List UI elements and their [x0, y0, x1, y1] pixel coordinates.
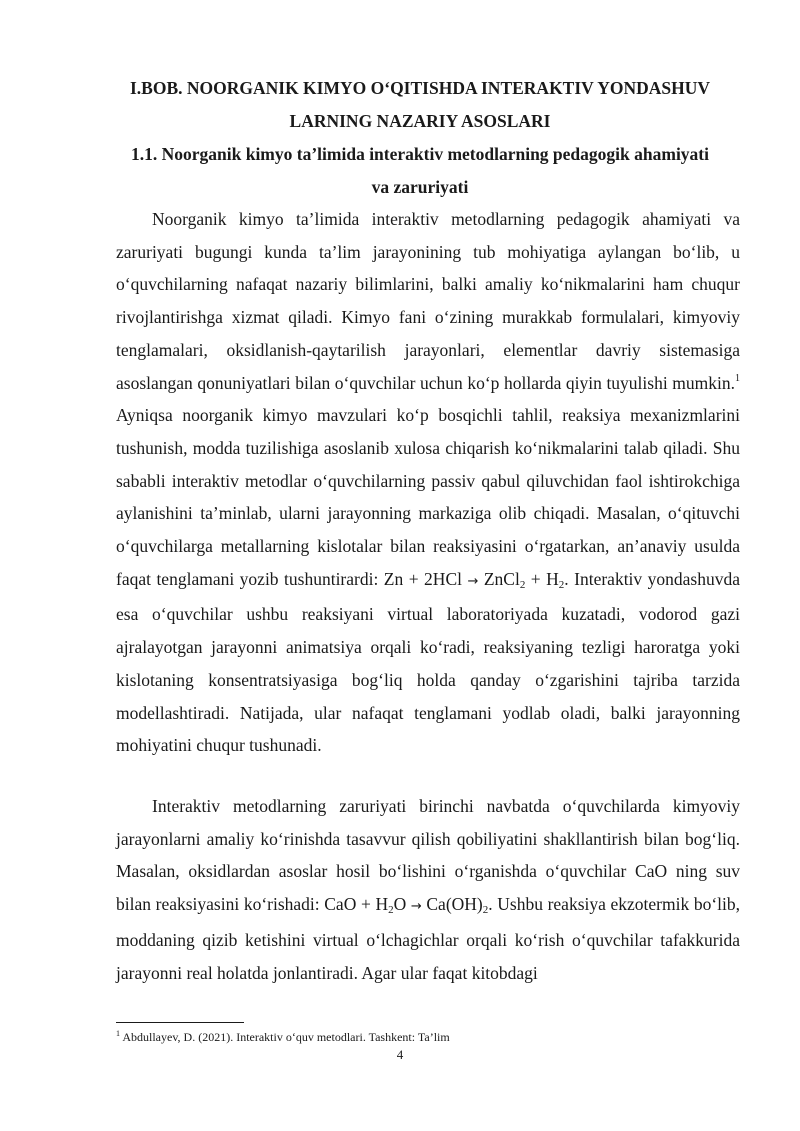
chapter-title-line-1: I.BOB. NOORGANIK KIMYO O‘QITISHDA INTERAKTIV YONDASHUV [129, 78, 710, 98]
paragraph-1-text-c: ZnCl [478, 568, 520, 589]
section-title-line-2: va zaruriyati [371, 177, 469, 197]
subscript: 2 [519, 578, 526, 591]
footnote-number: 1 [116, 1029, 120, 1038]
chapter-title [100, 72, 740, 138]
subscript: 2 [558, 578, 565, 591]
paragraph-2-text-c: Ca(OH) [421, 894, 483, 915]
subscript: 2 [388, 904, 394, 917]
footnote-separator [116, 1022, 244, 1023]
paragraph-1 [116, 203, 740, 762]
page-number: 4 [396, 1047, 404, 1062]
reaction-arrow: → [467, 573, 479, 589]
footnote [116, 1029, 450, 1045]
paragraph-2-text-b: O [393, 894, 411, 915]
reaction-arrow: → [410, 899, 422, 915]
section-title [100, 138, 740, 204]
footnote-text: Abdullayev, D. (2021). Interaktiv o‘quv metodlari. Tashkent: Ta’lim [120, 1030, 450, 1044]
paragraph-1-text-e: . Interaktiv yondashuvda esa o‘quvchilar ushbu reaksiyani virtual laboratoriyada kuzatadi, vodorod gazi ajralayotgan jarayonni animatsiya orqali ko‘radi, reaksiyaning tezligi haroratga yoki kislotaning konsentratsiyasiga bog‘liq holda qanday o‘zgarishini tajriba tarzida modellashtiradi. Natijada, ular nafaqat tenglamani yodlab oladi, balki jarayonning mohiyatini chuqur tushunadi. [116, 568, 740, 756]
paragraph-2-text-a: Interaktiv metodlarning zaruriyati birinchi navbatda o‘quvchilarda kimyoviy jarayonlarni amaliy ko‘rinishda tasavvur qilish qobiliyatini shakllantirish bilan bog‘liq. Masalan, oksidlardan asoslar hosil bo‘lishini o‘rganishda o‘quvchilar CaO ning suv bilan reaksiyasini ko‘rishadi: CaO + H [116, 796, 740, 915]
subscript: 2 [482, 904, 489, 917]
chapter-title-line-2: LARNING NAZARIY ASOSLARI [289, 111, 551, 131]
paragraph-1-text-d: + H [525, 568, 559, 589]
paragraph-2 [116, 790, 740, 989]
paragraph-1-text-a: Noorganik kimyo ta’limida interaktiv metodlarning pedagogik ahamiyati va zaruriyati bugungi kunda ta’lim jarayonining tub mohiyatiga aylangan bo‘lib, u o‘quvchilarning nafaqat nazariy bilimlarini, balki amaliy ko‘nikmalarini ham chuqur rivojlantirishga xizmat qiladi. Kimyo fani o‘zining murakkab formulalari, kimyoviy tenglamalari, oksidlanish-qaytarilish jarayonlari, elementlar davriy sistemasiga asoslangan qonuniyatlari bilan o‘quvchilar uchun ko‘p hollarda qiyin tuyulishi mumkin. [116, 209, 740, 393]
paragraph-2-text-d: . Ushbu reaksiya ekzotermik bo‘lib, moddaning qizib ketishini virtual o‘lchagichlar orqali ko‘rish o‘quvchilar tafakkurida jarayonni real holatda jonlantiradi. Agar ular faqat kitobdagi [116, 894, 741, 983]
section-title-line-1: 1.1. Noorganik kimyo ta’limida interaktiv metodlarning pedagogik ahamiyati [130, 144, 709, 164]
paragraph-1-text-b: Ayniqsa noorganik kimyo mavzulari ko‘p bosqichli tahlil, reaksiya mexanizmlarini tushunish, modda tuzilishiga asoslanib xulosa chiqarish ko‘nikmalarini talab qiladi. Shu sababli interaktiv metodlar o‘quvchilarning passiv qabul qiluvchidan faol ishtirokchiga aylanishini ta’minlab, ularni jarayonning markaziga olib chiqadi. Masalan, o‘qituvchi o‘quvchilarga metallarning kislotalar bilan reaksiyasini o‘rgatarkan, an’anaviy usulda faqat tenglamani yozib tushuntirardi: Zn + 2HCl [116, 405, 740, 589]
footnote-reference[interactable]: 1 [735, 372, 740, 384]
